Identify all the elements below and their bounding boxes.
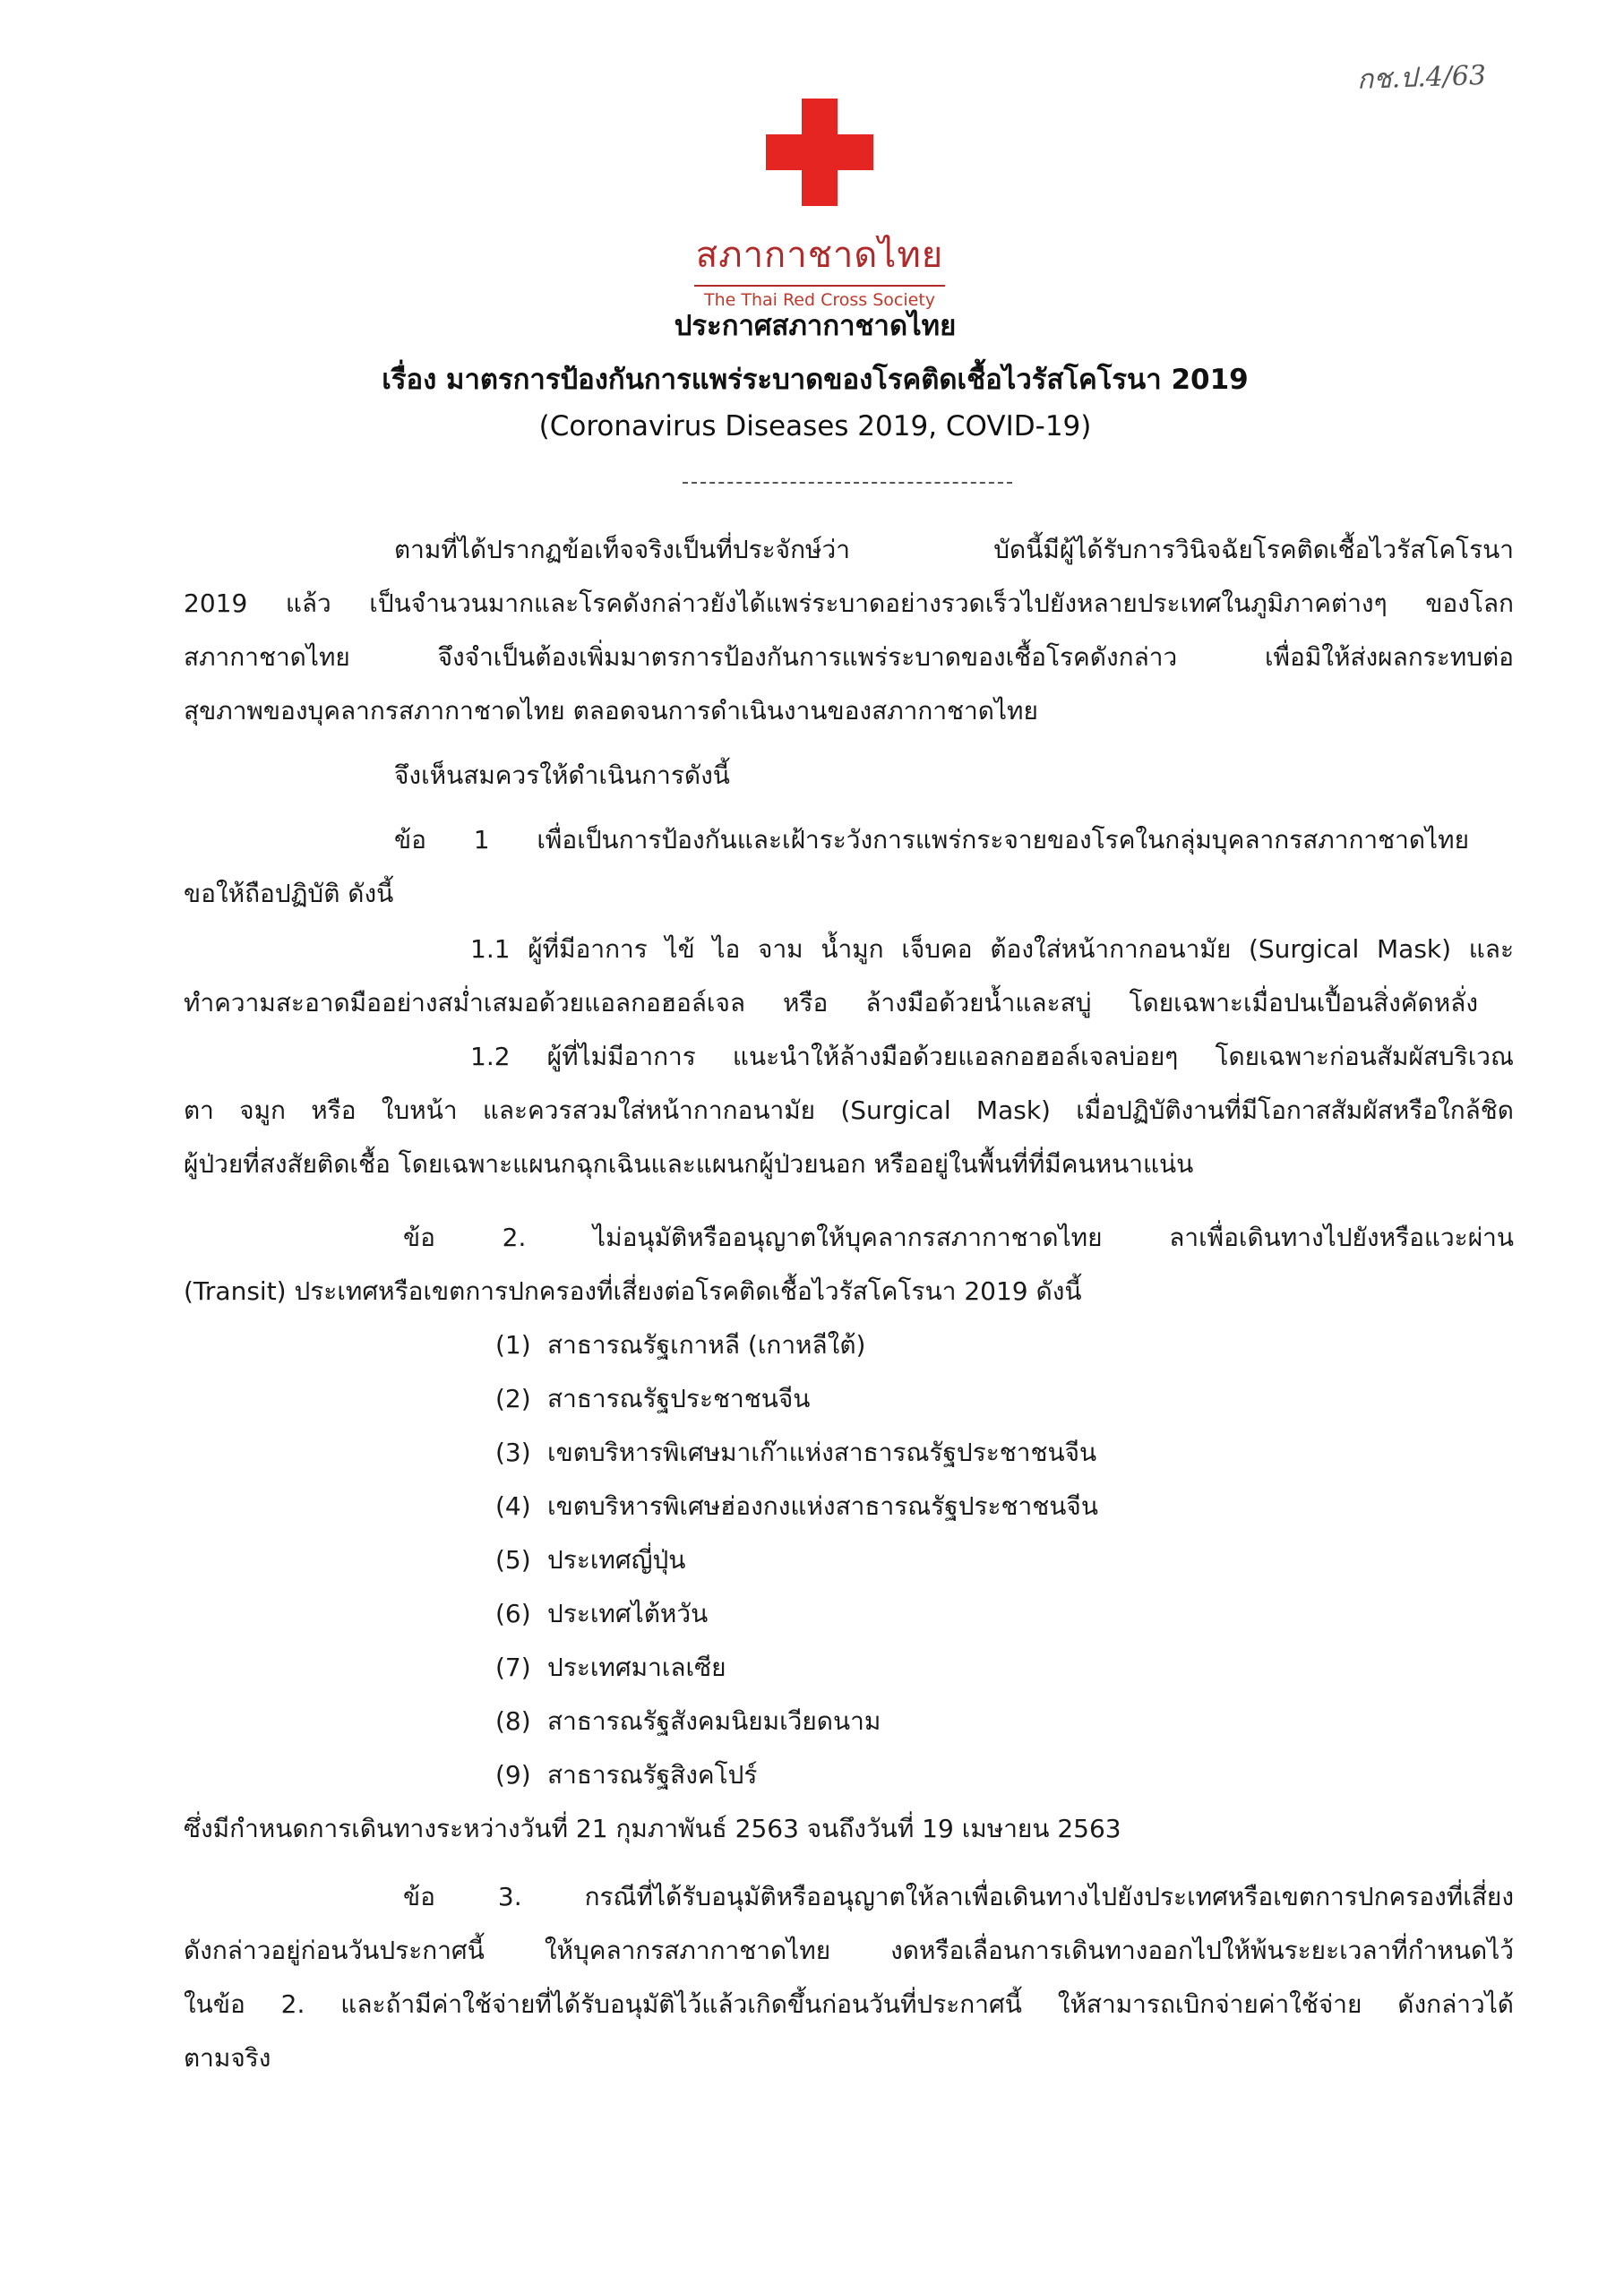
intro-line: สุขภาพของบุคลากรสภากาชาดไทย ตลอดจนการดำเนินงานของสภากาชาดไทย [184, 696, 1038, 726]
clause1-line: ข้อ 1 เพื่อเป็นการป้องกันและเฝ้าระวังการแพร่กระจายของโรคในกลุ่มบุคลากรสภากาชาดไทย [394, 825, 1469, 855]
country-list-item: (5) ประเทศญี่ปุ่น [495, 1545, 686, 1575]
clause3-line: ในข้อ 2. และถ้ามีค่าใช้จ่ายที่ได้รับอนุมัติไว้แล้วเกิดขึ้นก่อนวันที่ประกาศนี้ ให้สามารถเบิกจ่ายค่าใช้จ่าย ดังกล่าวได้ [184, 1989, 1514, 2019]
clause1-sub2-line: ตา จมูก หรือ ใบหน้า และควรสวมใส่หน้ากากอนามัย (Surgical Mask) เมื่อปฏิบัติงานที่มีโอกาสสัมผัสหรือใกล้ชิด [184, 1095, 1514, 1125]
handwritten-reference: กช.ป.4/63 [1356, 59, 1487, 96]
country-list-item: (7) ประเทศมาเลเซีย [495, 1653, 726, 1682]
country-list-item: (2) สาธารณรัฐประชาชนจีน [495, 1384, 811, 1413]
clause1-sub1-line: 1.1 ผู้ที่มีอาการ ไข้ ไอ จาม น้ำมูก เจ็บคอ ต้องใส่หน้ากากอนามัย (Surgical Mask) และ [470, 934, 1514, 964]
announcement-subject-english: (Coronavirus Diseases 2019, COVID-19) [538, 410, 1092, 442]
country-list-item: (6) ประเทศไต้หวัน [495, 1599, 709, 1628]
country-list-item: (8) สาธารณรัฐสังคมนิยมเวียดนาม [495, 1706, 881, 1736]
clause1-sub2-line: 1.2 ผู้ที่ไม่มีอาการ แนะนำให้ล้างมือด้วยแอลกอฮอล์เจลบ่อยๆ โดยเฉพาะก่อนสัมผัสบริเวณ [470, 1042, 1514, 1071]
org-name-english: The Thai Red Cross Society [703, 290, 936, 310]
country-list-item: (3) เขตบริหารพิเศษมาเก๊าแห่งสาธารณรัฐประชาชนจีน [495, 1438, 1097, 1467]
country-list-item: (1) สาธารณรัฐเกาหลี (เกาหลีใต้) [495, 1330, 866, 1360]
intro-line: 2019 แล้ว เป็นจำนวนมากและโรคดังกล่าวยังได้แพร่ระบาดอย่างรวดเร็วไปยังหลายประเทศในภูมิภาคต่างๆ ของโลก [184, 588, 1514, 618]
intro-line: สภากาชาดไทย จึงจำเป็นต้องเพิ่มมาตรการป้องกันการแพร่ระบาดของเชื้อโรคดังกล่าว เพื่อมิให้ส่งผลกระทบต่อ [184, 642, 1514, 672]
logo-underline [694, 285, 945, 287]
announcement-title: ประกาศสภากาชาดไทย [674, 310, 957, 342]
clause2-line: ข้อ 2. ไม่อนุมัติหรืออนุญาตให้บุคลากรสภากาชาดไทย ลาเพื่อเดินทางไปยังหรือแวะผ่าน [403, 1223, 1514, 1252]
clause1-line: ขอให้ถือปฏิบัติ ดังนี้ [184, 879, 394, 908]
clause3-line: ดังกล่าวอยู่ก่อนวันประกาศนี้ ให้บุคลากรสภากาชาดไทย งดหรือเลื่อนการเดินทางออกไปให้พ้นระยะเวลาที่กำหนดไว้ [184, 1936, 1514, 1965]
title-divider [683, 482, 1012, 484]
travel-period-line: ซึ่งมีกำหนดการเดินทางระหว่างวันที่ 21 กุมภาพันธ์ 2563 จนถึงวันที่ 19 เมษายน 2563 [184, 1814, 1121, 1843]
country-list-item: (9) สาธารณรัฐสิงคโปร์ [495, 1760, 758, 1790]
red-cross-icon [766, 99, 873, 206]
announcement-subject: เรื่อง มาตรการป้องกันการแพร่ระบาดของโรคติดเชื้อไวรัสโคโรนา 2019 [382, 364, 1249, 396]
country-list-item: (4) เขตบริหารพิเศษฮ่องกงแห่งสาธารณรัฐประชาชนจีน [495, 1491, 1098, 1521]
clause1-sub2-line: ผู้ป่วยที่สงสัยติดเชื้อ โดยเฉพาะแผนกฉุกเฉินและแผนกผู้ป่วยนอก หรืออยู่ในพื้นที่ที่มีคนหนาแน่น [184, 1149, 1194, 1179]
intro-line: ตามที่ได้ปรากฏข้อเท็จจริงเป็นที่ประจักษ์ว่า บัดนี้มีผู้ได้รับการวินิจฉัยโรคติดเชื้อไวรัสโคโรนา [394, 535, 1514, 564]
clause3-line: ตามจริง [184, 2043, 271, 2073]
clause2-line: (Transit) ประเทศหรือเขตการปกครองที่เสี่ยงต่อโรคติดเชื้อไวรัสโคโรนา 2019 ดังนี้ [184, 1276, 1082, 1306]
decision-line: จึงเห็นสมควรให้ดำเนินการดังนี้ [394, 760, 730, 790]
thai-red-cross-logo [672, 99, 967, 310]
clause3-line: ข้อ 3. กรณีที่ได้รับอนุมัติหรืออนุญาตให้ลาเพื่อเดินทางไปยังประเทศหรือเขตการปกครองที่เสี่ยง [403, 1882, 1514, 1911]
org-name-thai: สภากาชาดไทย [695, 235, 944, 276]
clause1-sub1-line: ทำความสะอาดมืออย่างสม่ำเสมอด้วยแอลกอฮอล์เจล หรือ ล้างมือด้วยน้ำและสบู่ โดยเฉพาะเมื่อปนเปื้อนสิ่งคัดหลั่ง [184, 988, 1478, 1018]
